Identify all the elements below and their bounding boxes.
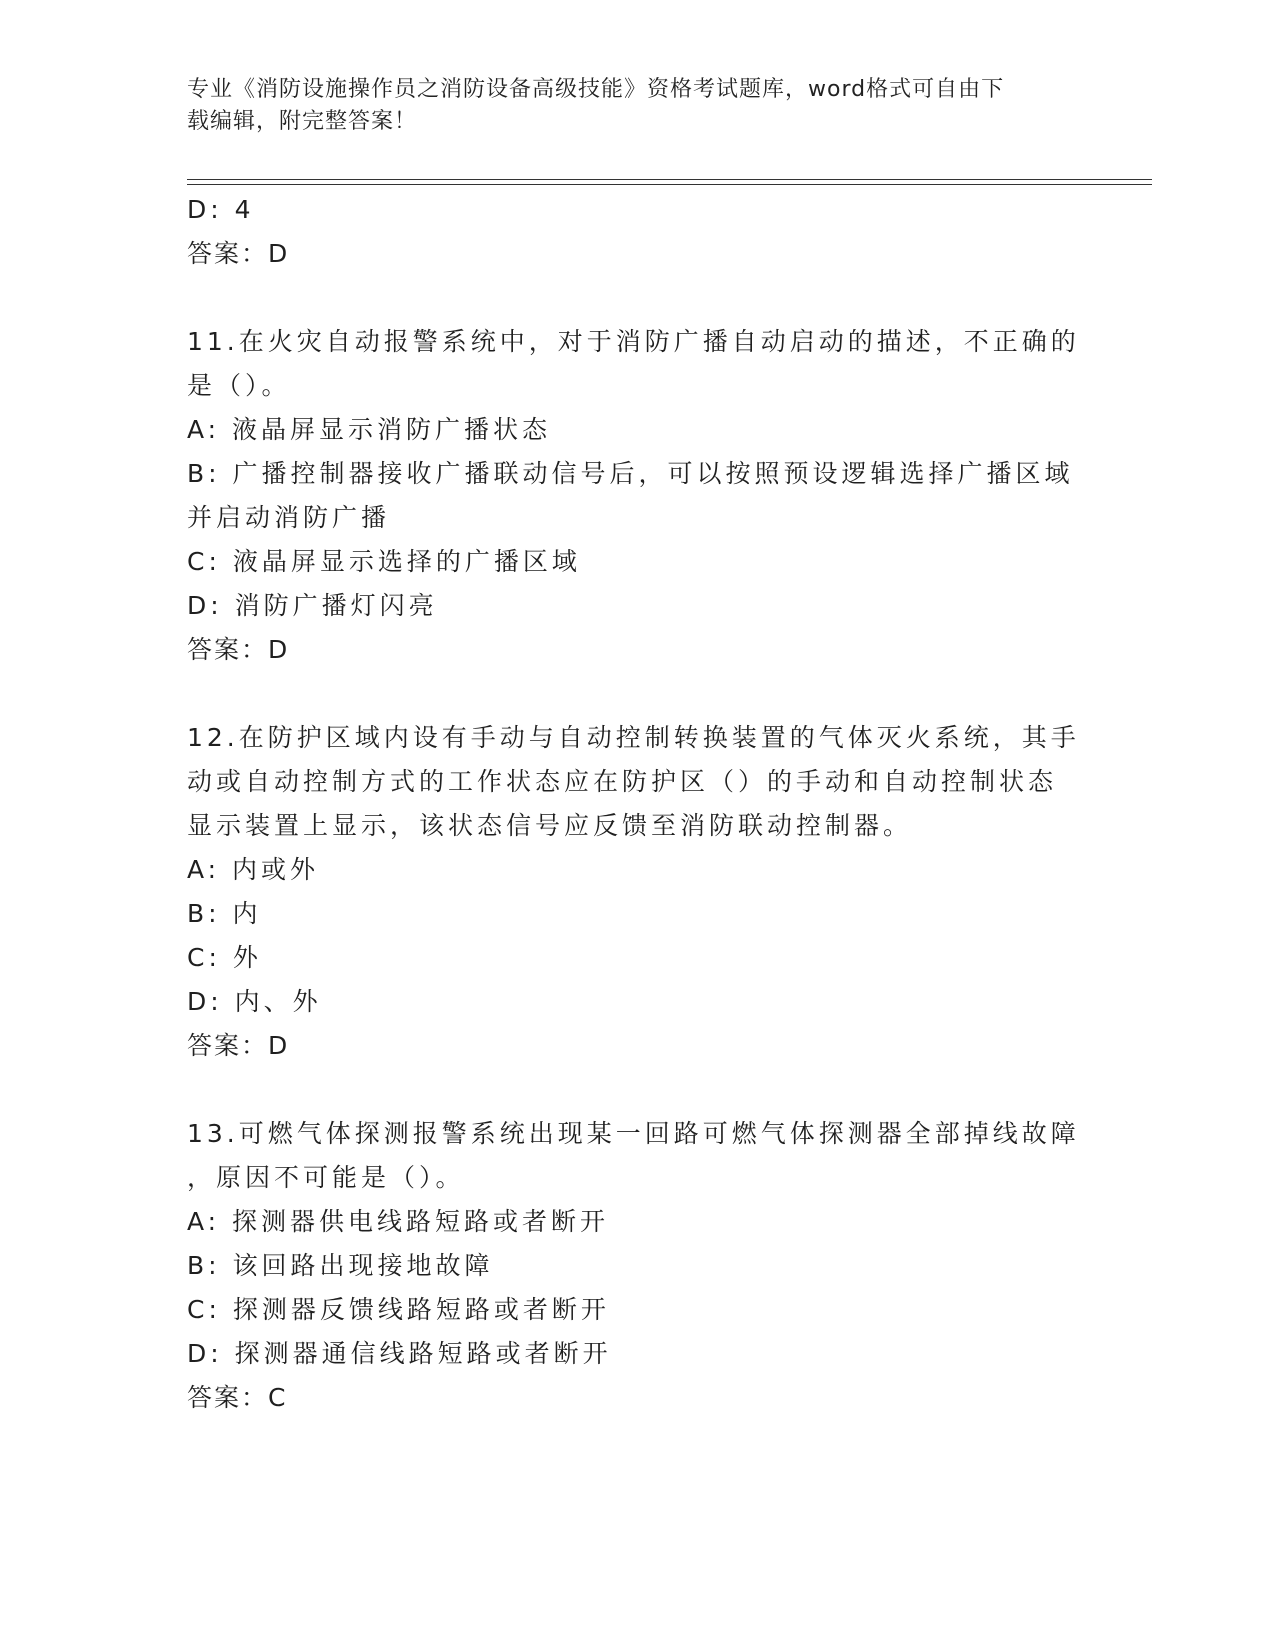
q12-option-d: D: 内、外 [187, 987, 322, 1016]
header-line-2: 载编辑，附完整答案！ [187, 109, 418, 134]
q11-option-a: A: 液晶屏显示消防广播状态 [187, 415, 552, 444]
q11-option-d: D: 消防广播灯闪亮 [187, 591, 438, 620]
q13-option-a: A: 探测器供电线路短路或者断开 [187, 1207, 610, 1236]
document-header [187, 74, 1067, 138]
prev-answer: 答案：D [187, 239, 290, 268]
q13-stem-line-1: 13.可燃气体探测报警系统出现某一回路可燃气体探测器全部掉线故障 [187, 1119, 1080, 1148]
q12-stem-line-1: 12.在防护区域内设有手动与自动控制转换装置的气体灭火系统，其手 [187, 723, 1080, 752]
q11-option-b-line-2: 并启动消防广播 [187, 503, 391, 532]
q12-option-a: A: 内或外 [187, 855, 320, 884]
q11-option-b-line-1: B: 广播控制器接收广播联动信号后，可以按照预设逻辑选择广播区域 [187, 459, 1074, 488]
prev-option-d: D: 4 [187, 195, 255, 224]
q13-option-d: D: 探测器通信线路短路或者断开 [187, 1339, 612, 1368]
q12-stem-line-3: 显示装置上显示，该状态信号应反馈至消防联动控制器。 [187, 811, 913, 840]
q12-answer: 答案：D [187, 1031, 290, 1060]
header-divider-top [187, 179, 1152, 180]
q13-option-b: B: 该回路出现接地故障 [187, 1251, 494, 1280]
q12-option-b: B: 内 [187, 899, 262, 928]
q13-stem-line-2: ，原因不可能是（）。 [187, 1163, 465, 1192]
header-divider-bottom [187, 184, 1152, 185]
q13-option-c: C: 探测器反馈线路短路或者断开 [187, 1295, 610, 1324]
q12-stem-line-2: 动或自动控制方式的工作状态应在防护区（）的手动和自动控制状态 [187, 767, 1058, 796]
q11-option-c: C: 液晶屏显示选择的广播区域 [187, 547, 581, 576]
q11-answer: 答案：D [187, 635, 290, 664]
q12-option-c: C: 外 [187, 943, 262, 972]
q11-stem-line-2: 是（）。 [187, 371, 291, 400]
q11-stem-line-1: 11.在火灾自动报警系统中，对于消防广播自动启动的描述，不正确的 [187, 327, 1080, 356]
q13-answer: 答案：C [187, 1383, 288, 1412]
header-line-1: 专业《消防设施操作员之消防设备高级技能》资格考试题库，word格式可自由下 [187, 77, 1005, 102]
